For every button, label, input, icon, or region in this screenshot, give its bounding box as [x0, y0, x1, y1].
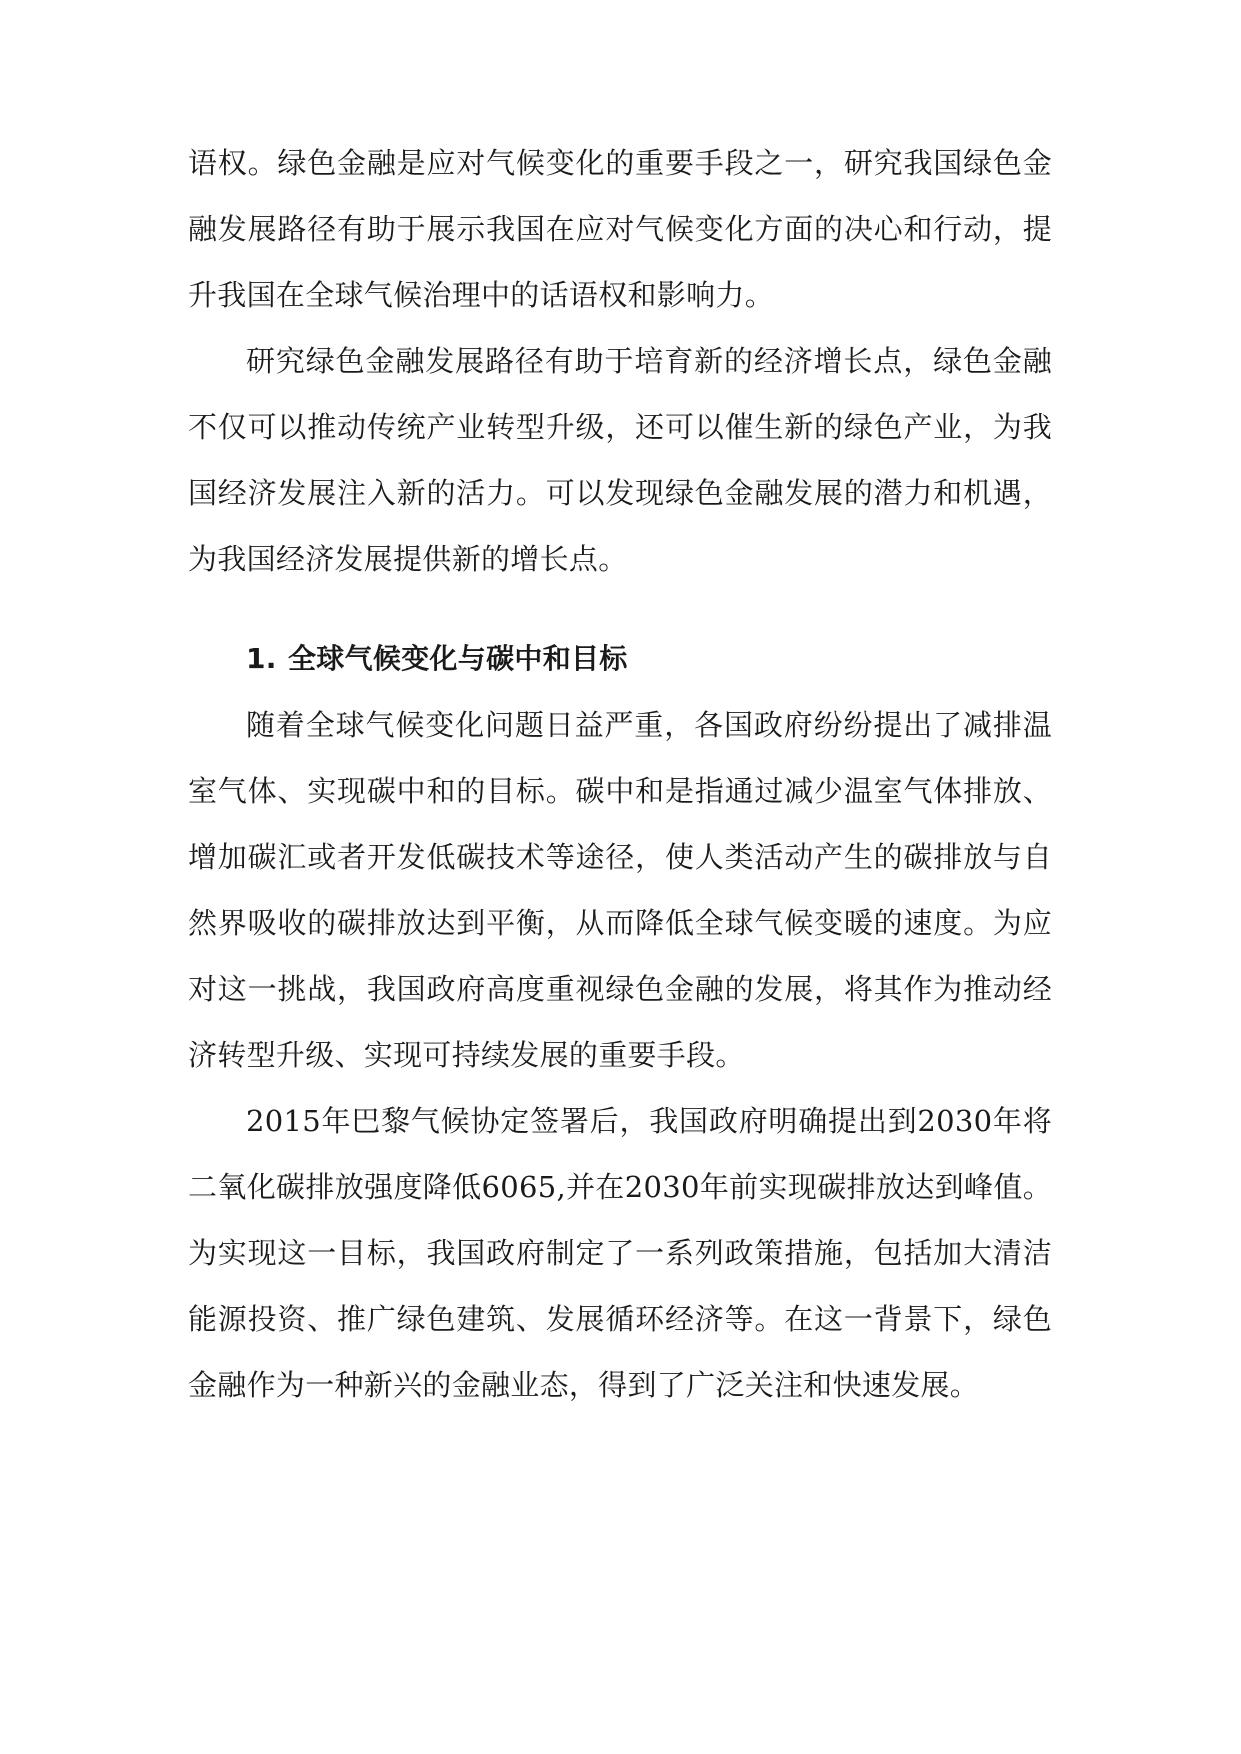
section-number: 1. [246, 642, 277, 675]
document-page [188, 130, 1052, 1418]
section-heading [188, 626, 1052, 692]
paragraph-economic-growth: 研究绿色金融发展路径有助于培育新的经济增长点，绿色金融不仅可以推动传统产业转型升级，还可以催生新的绿色产业，为我国经济发展注入新的活力。可以发现绿色金融发展的潜力和机遇，为我国经济发展提供新的增长点。 [188, 344, 1052, 576]
paragraph-paris-agreement: 2015年巴黎气候协定签署后，我国政府明确提出到2030年将二氧化碳排放强度降低6065,并在2030年前实现碳排放达到峰值。为实现这一目标，我国政府制定了一系列政策措施，包括加大清洁能源投资、推广绿色建筑、发展循环经济等。在这一背景下，绿色金融作为一种新兴的金融业态，得到了广泛关注和快速发展。 [188, 1104, 1052, 1402]
paragraph-continuation: 语权。绿色金融是应对气候变化的重要手段之一，研究我国绿色金融发展路径有助于展示我国在应对气候变化方面的决心和行动，提升我国在全球气候治理中的话语权和影响力。 [188, 146, 1052, 312]
paragraph-carbon-neutrality: 随着全球气候变化问题日益严重，各国政府纷纷提出了减排温室气体、实现碳中和的目标。碳中和是指通过减少温室气体排放、增加碳汇或者开发低碳技术等途径，使人类活动产生的碳排放与自然界吸收的碳排放达到平衡，从而降低全球气候变暖的速度。为应对这一挑战，我国政府高度重视绿色金融的发展，将其作为推动经济转型升级、实现可持续发展的重要手段。 [188, 708, 1052, 1072]
section-title: 全球气候变化与碳中和目标 [288, 642, 628, 675]
